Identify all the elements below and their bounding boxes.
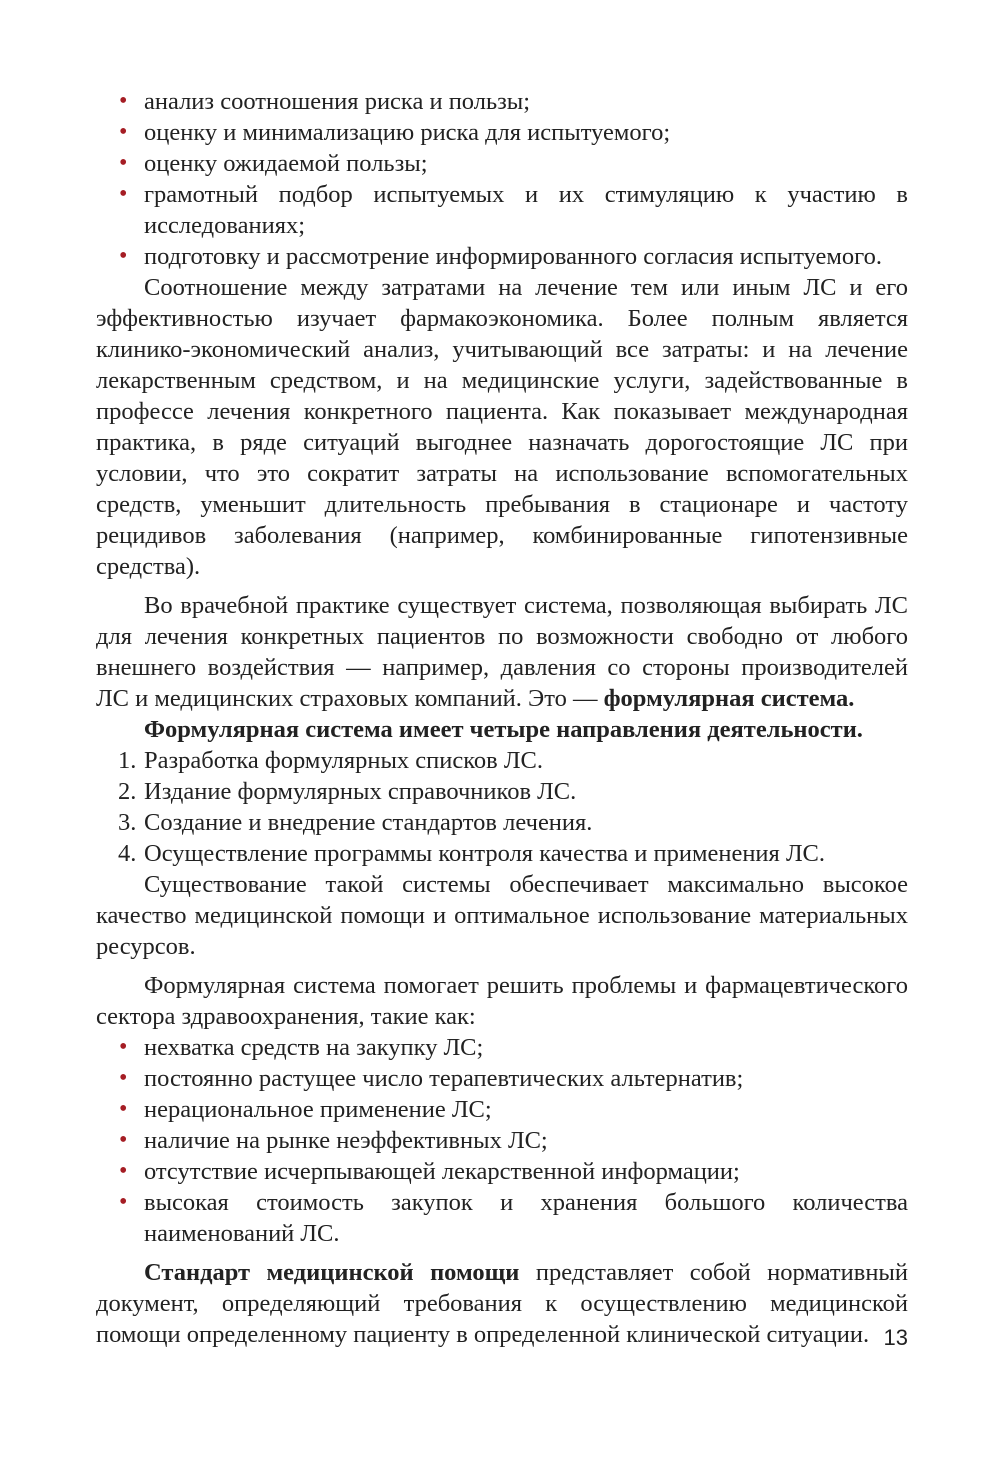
- item-text: Создание и внедрение стандартов лечения.: [144, 809, 593, 836]
- paragraph-text: представляет собой нормативный документ, определяющий требования к осуществлению медицинской помощи определенному пациенту в определенной клинической ситуации.: [96, 1259, 909, 1348]
- numbered-item: [96, 745, 908, 776]
- item-number: 4.: [118, 840, 137, 867]
- list-item: • анализ соотношения риска и пользы;: [96, 86, 908, 117]
- item-text: Издание формулярных справочников ЛС.: [144, 778, 577, 805]
- list-item: • наличие на рынке неэффективных ЛС;: [96, 1125, 908, 1156]
- list-item: • оценку и минимализацию риска для испытуемого;: [96, 117, 908, 148]
- item-number: 1.: [118, 747, 137, 774]
- list-item: • грамотный подбор испытуемых и их стимуляцию к участию в исследованиях;: [96, 179, 908, 241]
- list-item: • постоянно растущее число терапевтических альтернатив;: [96, 1063, 908, 1094]
- paragraph-text: Во врачебной практике существует система, позволяющая выбирать ЛС для лечения конкретных пациентов по возможности свободно от любого внешнего воздействия — например, давления со стороны производителей ЛС и медицинских страховых компаний. Это —: [96, 592, 908, 712]
- item-number: 3.: [118, 809, 137, 836]
- list-item: • оценку ожидаемой пользы;: [96, 148, 908, 179]
- bullet-list-bottom: [96, 1032, 908, 1249]
- list-item: • нехватка средств на закупку ЛС;: [96, 1032, 908, 1063]
- page-number: 13: [883, 1325, 908, 1350]
- list-item: • подготовку и рассмотрение информированного согласия испытуемого.: [96, 241, 908, 272]
- section-heading: Формулярная система имеет четыре направления деятельности.: [144, 716, 863, 743]
- numbered-list: [96, 745, 908, 869]
- item-text: Разработка формулярных списков ЛС.: [144, 747, 543, 774]
- item-text: Осуществление программы контроля качества и применения ЛС.: [144, 840, 826, 867]
- list-item: • отсутствие исчерпывающей лекарственной информации;: [96, 1156, 908, 1187]
- paragraph-care-standard: [96, 1257, 908, 1350]
- numbered-item: [96, 807, 908, 838]
- paragraph-quality: Существование такой системы обеспечивает максимально высокое качество медицинской помощи и оптимальное использование материальных ресурсов.: [96, 871, 908, 960]
- paragraph-formulary-intro: [96, 590, 908, 714]
- page-body: [96, 86, 908, 1350]
- numbered-item: [96, 776, 908, 807]
- paragraph-problems-intro: Формулярная система помогает решить проблемы и фармацевтического сектора здравоохранения, такие как:: [96, 972, 908, 1030]
- term-care-standard: Стандарт медицинской помощи: [144, 1259, 520, 1286]
- term-formulary-system: формулярная система.: [603, 685, 855, 712]
- item-number: 2.: [118, 778, 137, 805]
- list-item: • нерациональное применение ЛС;: [96, 1094, 908, 1125]
- paragraph-pharmacoeconomics: Соотношение между затратами на лечение тем или иным ЛС и его эффективностью изучает фармакоэкономика. Более полным является клинико-экономический анализ, учитывающий все затраты: и на лечение лекарственным средством, и на медицинские услуги, задействованные в профессе лечения конкретного пациента. Как показывает международная практика, в ряде ситуаций выгоднее назначать дорогостоящие ЛС при условии, что это сократит затраты на использование вспомогательных средств, уменьшит длительность пребывания в стационаре и частоту рецидивов заболевания (например, комбинированные гипотензивные средства).: [96, 274, 908, 580]
- list-item: • высокая стоимость закупок и хранения большого количества наименований ЛС.: [96, 1187, 908, 1249]
- numbered-item: [96, 838, 908, 869]
- bullet-list-top: [96, 86, 908, 272]
